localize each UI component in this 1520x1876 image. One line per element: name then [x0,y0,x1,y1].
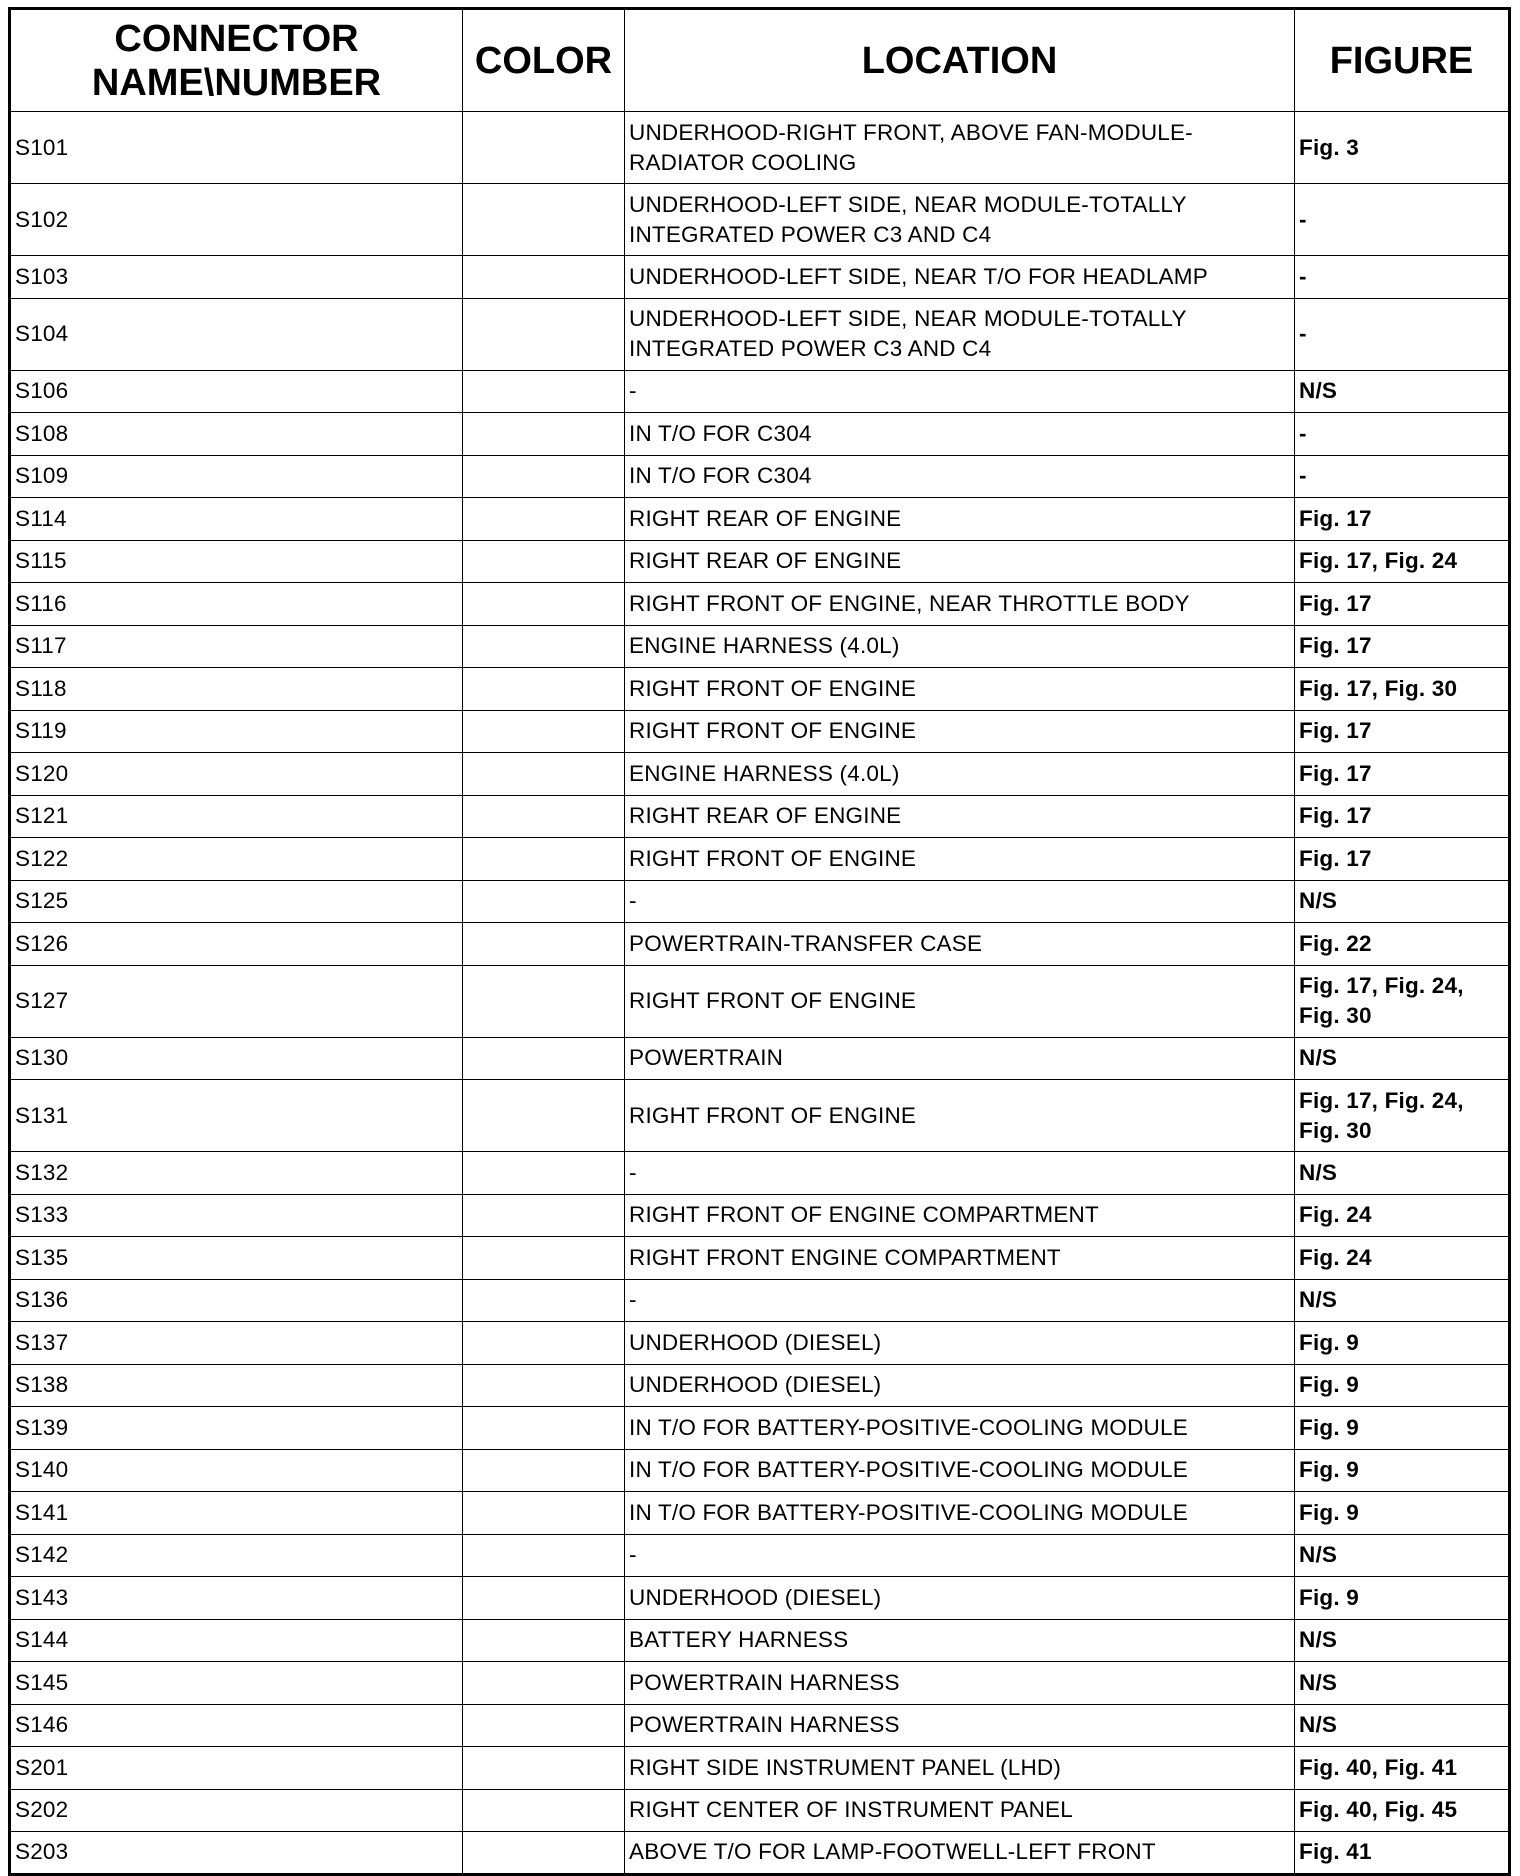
table-row [10,668,1510,711]
color-cell [463,1662,625,1705]
color-cell [463,1322,625,1365]
color-cell [463,880,625,923]
header-figure: FIGURE [1295,9,1510,112]
header-connector-name: CONNECTOR NAME\NUMBER [10,9,463,112]
connector-name-cell: S201 [10,1747,463,1790]
connector-name-cell: S144 [10,1619,463,1662]
connector-name-cell: S127 [10,965,463,1037]
color-cell [463,1237,625,1280]
location-cell: RIGHT REAR OF ENGINE [625,795,1295,838]
location-cell: UNDERHOOD (DIESEL) [625,1577,1295,1620]
color-cell [463,923,625,966]
connector-name-cell: S143 [10,1577,463,1620]
connector-name-cell: S146 [10,1704,463,1747]
table-row [10,1747,1510,1790]
table-row [10,838,1510,881]
connector-name-cell: S140 [10,1449,463,1492]
color-cell [463,540,625,583]
figure-cell: Fig. 17 [1295,498,1510,541]
table-row [10,1322,1510,1365]
color-cell [463,1789,625,1832]
connector-name-cell: S106 [10,370,463,413]
color-cell [463,1832,625,1875]
figure-cell: N/S [1295,370,1510,413]
color-cell [463,1534,625,1577]
connector-name-cell: S202 [10,1789,463,1832]
figure-cell: Fig. 17 [1295,625,1510,668]
connector-name-cell: S125 [10,880,463,923]
connector-name-cell: S142 [10,1534,463,1577]
location-cell: RIGHT REAR OF ENGINE [625,498,1295,541]
color-cell [463,184,625,256]
connector-name-cell: S135 [10,1237,463,1280]
table-row [10,880,1510,923]
location-cell: RIGHT FRONT OF ENGINE [625,710,1295,753]
table-row [10,455,1510,498]
table-row [10,1237,1510,1280]
location-cell: UNDERHOOD-LEFT SIDE, NEAR MODULE-TOTALLY INTEGRATED POWER C3 AND C4 [625,298,1295,370]
color-cell [463,1407,625,1450]
location-cell: RIGHT FRONT OF ENGINE COMPARTMENT [625,1194,1295,1237]
figure-cell: N/S [1295,1037,1510,1080]
table-row [10,1789,1510,1832]
header-row [10,9,1510,112]
location-cell: IN T/O FOR BATTERY-POSITIVE-COOLING MODULE [625,1449,1295,1492]
figure-cell: Fig. 9 [1295,1364,1510,1407]
table-row [10,753,1510,796]
figure-cell: Fig. 9 [1295,1492,1510,1535]
location-cell: RIGHT FRONT OF ENGINE, NEAR THROTTLE BODY [625,583,1295,626]
figure-cell: Fig. 24 [1295,1237,1510,1280]
figure-cell: Fig. 41 [1295,1832,1510,1875]
location-cell: UNDERHOOD-LEFT SIDE, NEAR T/O FOR HEADLAMP [625,256,1295,299]
figure-cell: N/S [1295,1152,1510,1195]
figure-cell: Fig. 24 [1295,1194,1510,1237]
connector-name-cell: S102 [10,184,463,256]
connector-name-cell: S136 [10,1279,463,1322]
connector-name-cell: S109 [10,455,463,498]
figure-cell: N/S [1295,1662,1510,1705]
location-cell: - [625,1534,1295,1577]
table-row [10,413,1510,456]
table-row [10,184,1510,256]
connector-name-cell: S130 [10,1037,463,1080]
color-cell [463,1747,625,1790]
table-row [10,1534,1510,1577]
location-cell: RIGHT FRONT ENGINE COMPARTMENT [625,1237,1295,1280]
location-cell: UNDERHOOD (DIESEL) [625,1364,1295,1407]
table-row [10,498,1510,541]
table-row [10,583,1510,626]
connector-name-cell: S145 [10,1662,463,1705]
location-cell: POWERTRAIN-TRANSFER CASE [625,923,1295,966]
figure-cell: Fig. 9 [1295,1407,1510,1450]
table-row [10,1662,1510,1705]
location-cell: RIGHT FRONT OF ENGINE [625,1080,1295,1152]
location-cell: IN T/O FOR C304 [625,455,1295,498]
location-cell: - [625,880,1295,923]
color-cell [463,112,625,184]
color-cell [463,1449,625,1492]
table-row [10,1449,1510,1492]
table-row [10,1194,1510,1237]
connector-name-cell: S103 [10,256,463,299]
table-row [10,1704,1510,1747]
connector-name-cell: S138 [10,1364,463,1407]
location-cell: RIGHT FRONT OF ENGINE [625,668,1295,711]
connector-name-cell: S114 [10,498,463,541]
location-cell: IN T/O FOR BATTERY-POSITIVE-COOLING MODULE [625,1492,1295,1535]
color-cell [463,753,625,796]
color-cell [463,1364,625,1407]
figure-cell: Fig. 40, Fig. 41 [1295,1747,1510,1790]
color-cell [463,1279,625,1322]
table-row [10,923,1510,966]
figure-cell: Fig. 22 [1295,923,1510,966]
table-row [10,256,1510,299]
color-cell [463,498,625,541]
table-row [10,1152,1510,1195]
color-cell [463,795,625,838]
figure-cell: Fig. 17 [1295,753,1510,796]
connector-name-cell: S126 [10,923,463,966]
figure-cell: Fig. 9 [1295,1577,1510,1620]
color-cell [463,370,625,413]
figure-cell: - [1295,184,1510,256]
figure-cell: N/S [1295,1704,1510,1747]
connector-name-cell: S119 [10,710,463,753]
color-cell [463,1194,625,1237]
figure-cell: Fig. 17 [1295,583,1510,626]
header-color: COLOR [463,9,625,112]
color-cell [463,298,625,370]
figure-cell: N/S [1295,880,1510,923]
figure-cell: Fig. 3 [1295,112,1510,184]
color-cell [463,1704,625,1747]
connector-name-cell: S121 [10,795,463,838]
color-cell [463,413,625,456]
figure-cell: N/S [1295,1619,1510,1662]
color-cell [463,965,625,1037]
location-cell: ENGINE HARNESS (4.0L) [625,625,1295,668]
color-cell [463,1152,625,1195]
location-cell: RIGHT FRONT OF ENGINE [625,965,1295,1037]
table-row [10,1577,1510,1620]
color-cell [463,1577,625,1620]
color-cell [463,1619,625,1662]
location-cell: RIGHT CENTER OF INSTRUMENT PANEL [625,1789,1295,1832]
color-cell [463,668,625,711]
figure-cell: Fig. 40, Fig. 45 [1295,1789,1510,1832]
table-row [10,1037,1510,1080]
color-cell [463,625,625,668]
figure-cell: Fig. 17, Fig. 24 [1295,540,1510,583]
connector-name-cell: S115 [10,540,463,583]
connector-name-cell: S141 [10,1492,463,1535]
location-cell: IN T/O FOR BATTERY-POSITIVE-COOLING MODULE [625,1407,1295,1450]
figure-cell: Fig. 17 [1295,838,1510,881]
connector-name-cell: S139 [10,1407,463,1450]
connector-table [8,7,1511,1876]
location-cell: UNDERHOOD (DIESEL) [625,1322,1295,1365]
table-row [10,540,1510,583]
figure-cell: Fig. 9 [1295,1322,1510,1365]
color-cell [463,583,625,626]
location-cell: RIGHT SIDE INSTRUMENT PANEL (LHD) [625,1747,1295,1790]
color-cell [463,838,625,881]
table-row [10,1619,1510,1662]
connector-name-cell: S108 [10,413,463,456]
figure-cell: Fig. 17 [1295,795,1510,838]
figure-cell: N/S [1295,1279,1510,1322]
connector-name-cell: S118 [10,668,463,711]
connector-name-cell: S131 [10,1080,463,1152]
location-cell: POWERTRAIN HARNESS [625,1662,1295,1705]
table-row [10,1407,1510,1450]
connector-name-cell: S122 [10,838,463,881]
location-cell: RIGHT REAR OF ENGINE [625,540,1295,583]
color-cell [463,256,625,299]
location-cell: - [625,1279,1295,1322]
figure-cell: - [1295,413,1510,456]
connector-name-cell: S132 [10,1152,463,1195]
location-cell: POWERTRAIN HARNESS [625,1704,1295,1747]
table-row [10,370,1510,413]
table-row [10,298,1510,370]
figure-cell: - [1295,298,1510,370]
table-row [10,965,1510,1037]
connector-name-cell: S104 [10,298,463,370]
table-row [10,795,1510,838]
figure-cell: Fig. 17 [1295,710,1510,753]
color-cell [463,1037,625,1080]
connector-name-cell: S137 [10,1322,463,1365]
figure-cell: Fig. 9 [1295,1449,1510,1492]
location-cell: UNDERHOOD-RIGHT FRONT, ABOVE FAN-MODULE-RADIATOR COOLING [625,112,1295,184]
figure-cell: Fig. 17, Fig. 24, Fig. 30 [1295,965,1510,1037]
connector-name-cell: S117 [10,625,463,668]
table-row [10,1492,1510,1535]
location-cell: UNDERHOOD-LEFT SIDE, NEAR MODULE-TOTALLY INTEGRATED POWER C3 AND C4 [625,184,1295,256]
connector-name-cell: S101 [10,112,463,184]
connector-name-cell: S203 [10,1832,463,1875]
connector-name-cell: S133 [10,1194,463,1237]
location-cell: - [625,370,1295,413]
connector-name-cell: S116 [10,583,463,626]
table-row [10,1364,1510,1407]
header-location: LOCATION [625,9,1295,112]
table-row [10,112,1510,184]
table-row [10,1080,1510,1152]
location-cell: BATTERY HARNESS [625,1619,1295,1662]
location-cell: POWERTRAIN [625,1037,1295,1080]
color-cell [463,1492,625,1535]
location-cell: ENGINE HARNESS (4.0L) [625,753,1295,796]
color-cell [463,1080,625,1152]
figure-cell: Fig. 17, Fig. 30 [1295,668,1510,711]
connector-name-cell: S120 [10,753,463,796]
table-row [10,710,1510,753]
figure-cell: - [1295,256,1510,299]
location-cell: ABOVE T/O FOR LAMP-FOOTWELL-LEFT FRONT [625,1832,1295,1875]
figure-cell: N/S [1295,1534,1510,1577]
figure-cell: Fig. 17, Fig. 24, Fig. 30 [1295,1080,1510,1152]
table-row [10,1832,1510,1875]
table-row [10,1279,1510,1322]
figure-cell: - [1295,455,1510,498]
table-row [10,625,1510,668]
color-cell [463,455,625,498]
location-cell: - [625,1152,1295,1195]
location-cell: RIGHT FRONT OF ENGINE [625,838,1295,881]
location-cell: IN T/O FOR C304 [625,413,1295,456]
color-cell [463,710,625,753]
